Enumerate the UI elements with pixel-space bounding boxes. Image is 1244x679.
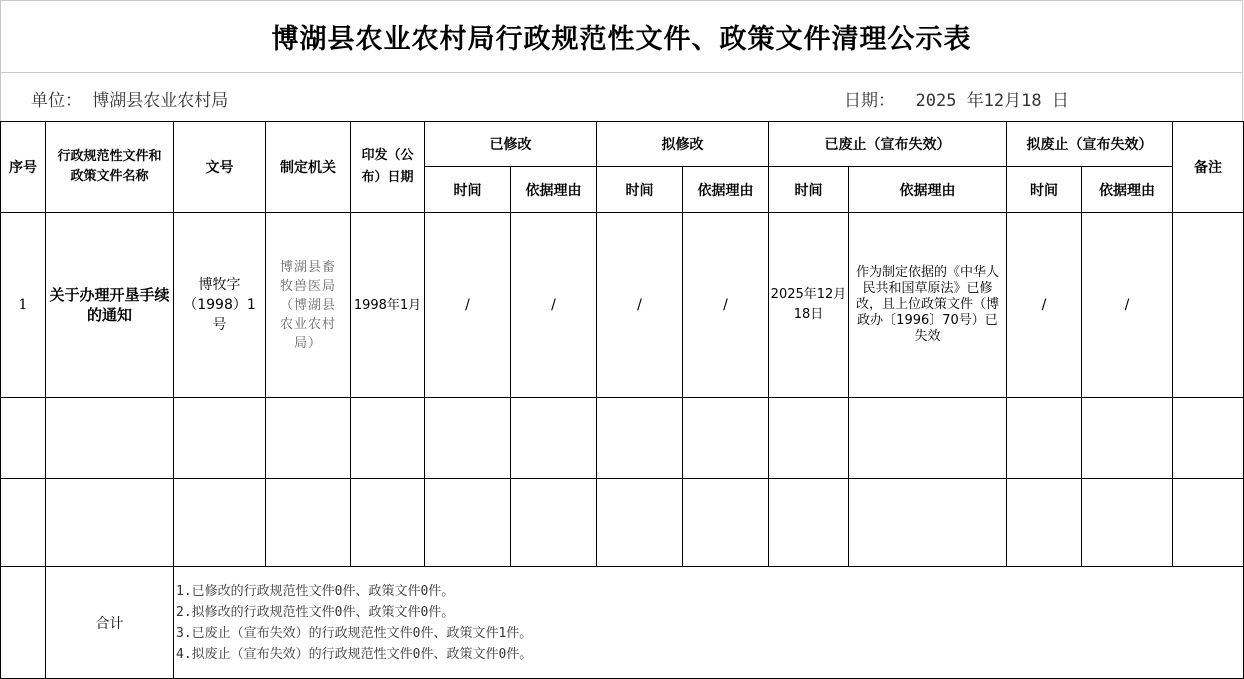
- date-info: [844, 86, 1069, 111]
- header-modified-basis: 依据理由: [511, 167, 597, 213]
- title-box: [0, 0, 1243, 72]
- header-to-modify: 拟修改: [597, 122, 769, 167]
- row-to-abolish-time: /: [1007, 213, 1082, 398]
- summary-line: 2.拟修改的行政规范性文件0件、政策文件0件。: [176, 604, 455, 620]
- row-modified-time: /: [425, 213, 511, 398]
- row-to-abolish-basis: /: [1082, 213, 1173, 398]
- header-abolished: 已废止（宣布失效）: [769, 122, 1007, 167]
- header-seq: 序号: [1, 122, 46, 213]
- table-row: [1, 213, 1244, 398]
- header-doc-no: 文号: [174, 122, 266, 213]
- header-to-modify-basis: 依据理由: [683, 167, 769, 213]
- unit-label: 单位：: [31, 91, 82, 111]
- empty-row: [1, 398, 1244, 479]
- header-to-abolish-basis: 依据理由: [1082, 167, 1173, 213]
- header-modified-time: 时间: [425, 167, 511, 213]
- row-to-modify-time: /: [597, 213, 683, 398]
- row-authority: 博湖县畜牧兽医局（博湖县农业农村局）: [266, 213, 351, 398]
- summary-row: [1, 567, 1244, 679]
- row-modified-basis: /: [511, 213, 597, 398]
- row-name: 关于办理开垦手续的通知: [46, 213, 174, 398]
- row-seq: 1: [1, 213, 46, 398]
- row-abolished-basis: 作为制定依据的《中华人民共和国草原法》已修改，且上位政策文件（博政办〔1996〕70号）已失效: [849, 213, 1007, 398]
- date-value: 2025 年12月18 日: [915, 91, 1069, 111]
- header-to-modify-time: 时间: [597, 167, 683, 213]
- row-to-modify-basis: /: [683, 213, 769, 398]
- unit-info: [31, 86, 228, 111]
- header-to-abolish: 拟废止（宣布失效）: [1007, 122, 1173, 167]
- header-modified: 已修改: [425, 122, 597, 167]
- date-label: 日期：: [844, 91, 895, 111]
- meta-row: [0, 72, 1243, 121]
- summary-label: 合计: [46, 567, 174, 679]
- summary-text: [174, 567, 1244, 679]
- header-abolished-time: 时间: [769, 167, 849, 213]
- unit-value: 博湖县农业农村局: [92, 91, 229, 111]
- header-name: 行政规范性文件和政策文件名称: [46, 122, 174, 213]
- empty-row: [1, 479, 1244, 567]
- summary-line: 1.已修改的行政规范性文件0件、政策文件0件。: [176, 583, 455, 599]
- row-abolished-time: 2025年12月18日: [769, 213, 849, 398]
- header-issue-date: 印发（公布）日期: [351, 122, 425, 213]
- row-doc-no: 博牧字（1998）1号: [174, 213, 266, 398]
- header-authority: 制定机关: [266, 122, 351, 213]
- row-issue-date: 1998年1月: [351, 213, 425, 398]
- header-remarks: 备注: [1173, 122, 1244, 213]
- row-remarks: [1173, 213, 1244, 398]
- header-abolished-basis: 依据理由: [849, 167, 1007, 213]
- summary-blank: [1, 567, 46, 679]
- header-to-abolish-time: 时间: [1007, 167, 1082, 213]
- header-row-1: [1, 122, 1244, 167]
- page-title: 博湖县农业农村局行政规范性文件、政策文件清理公示表: [271, 24, 972, 55]
- cleanup-table: [0, 121, 1244, 679]
- summary-line: 3.已废止（宣布失效）的行政规范性文件0件、政策文件1件。: [176, 625, 533, 641]
- summary-line: 4.拟废止（宣布失效）的行政规范性文件0件、政策文件0件。: [176, 646, 533, 662]
